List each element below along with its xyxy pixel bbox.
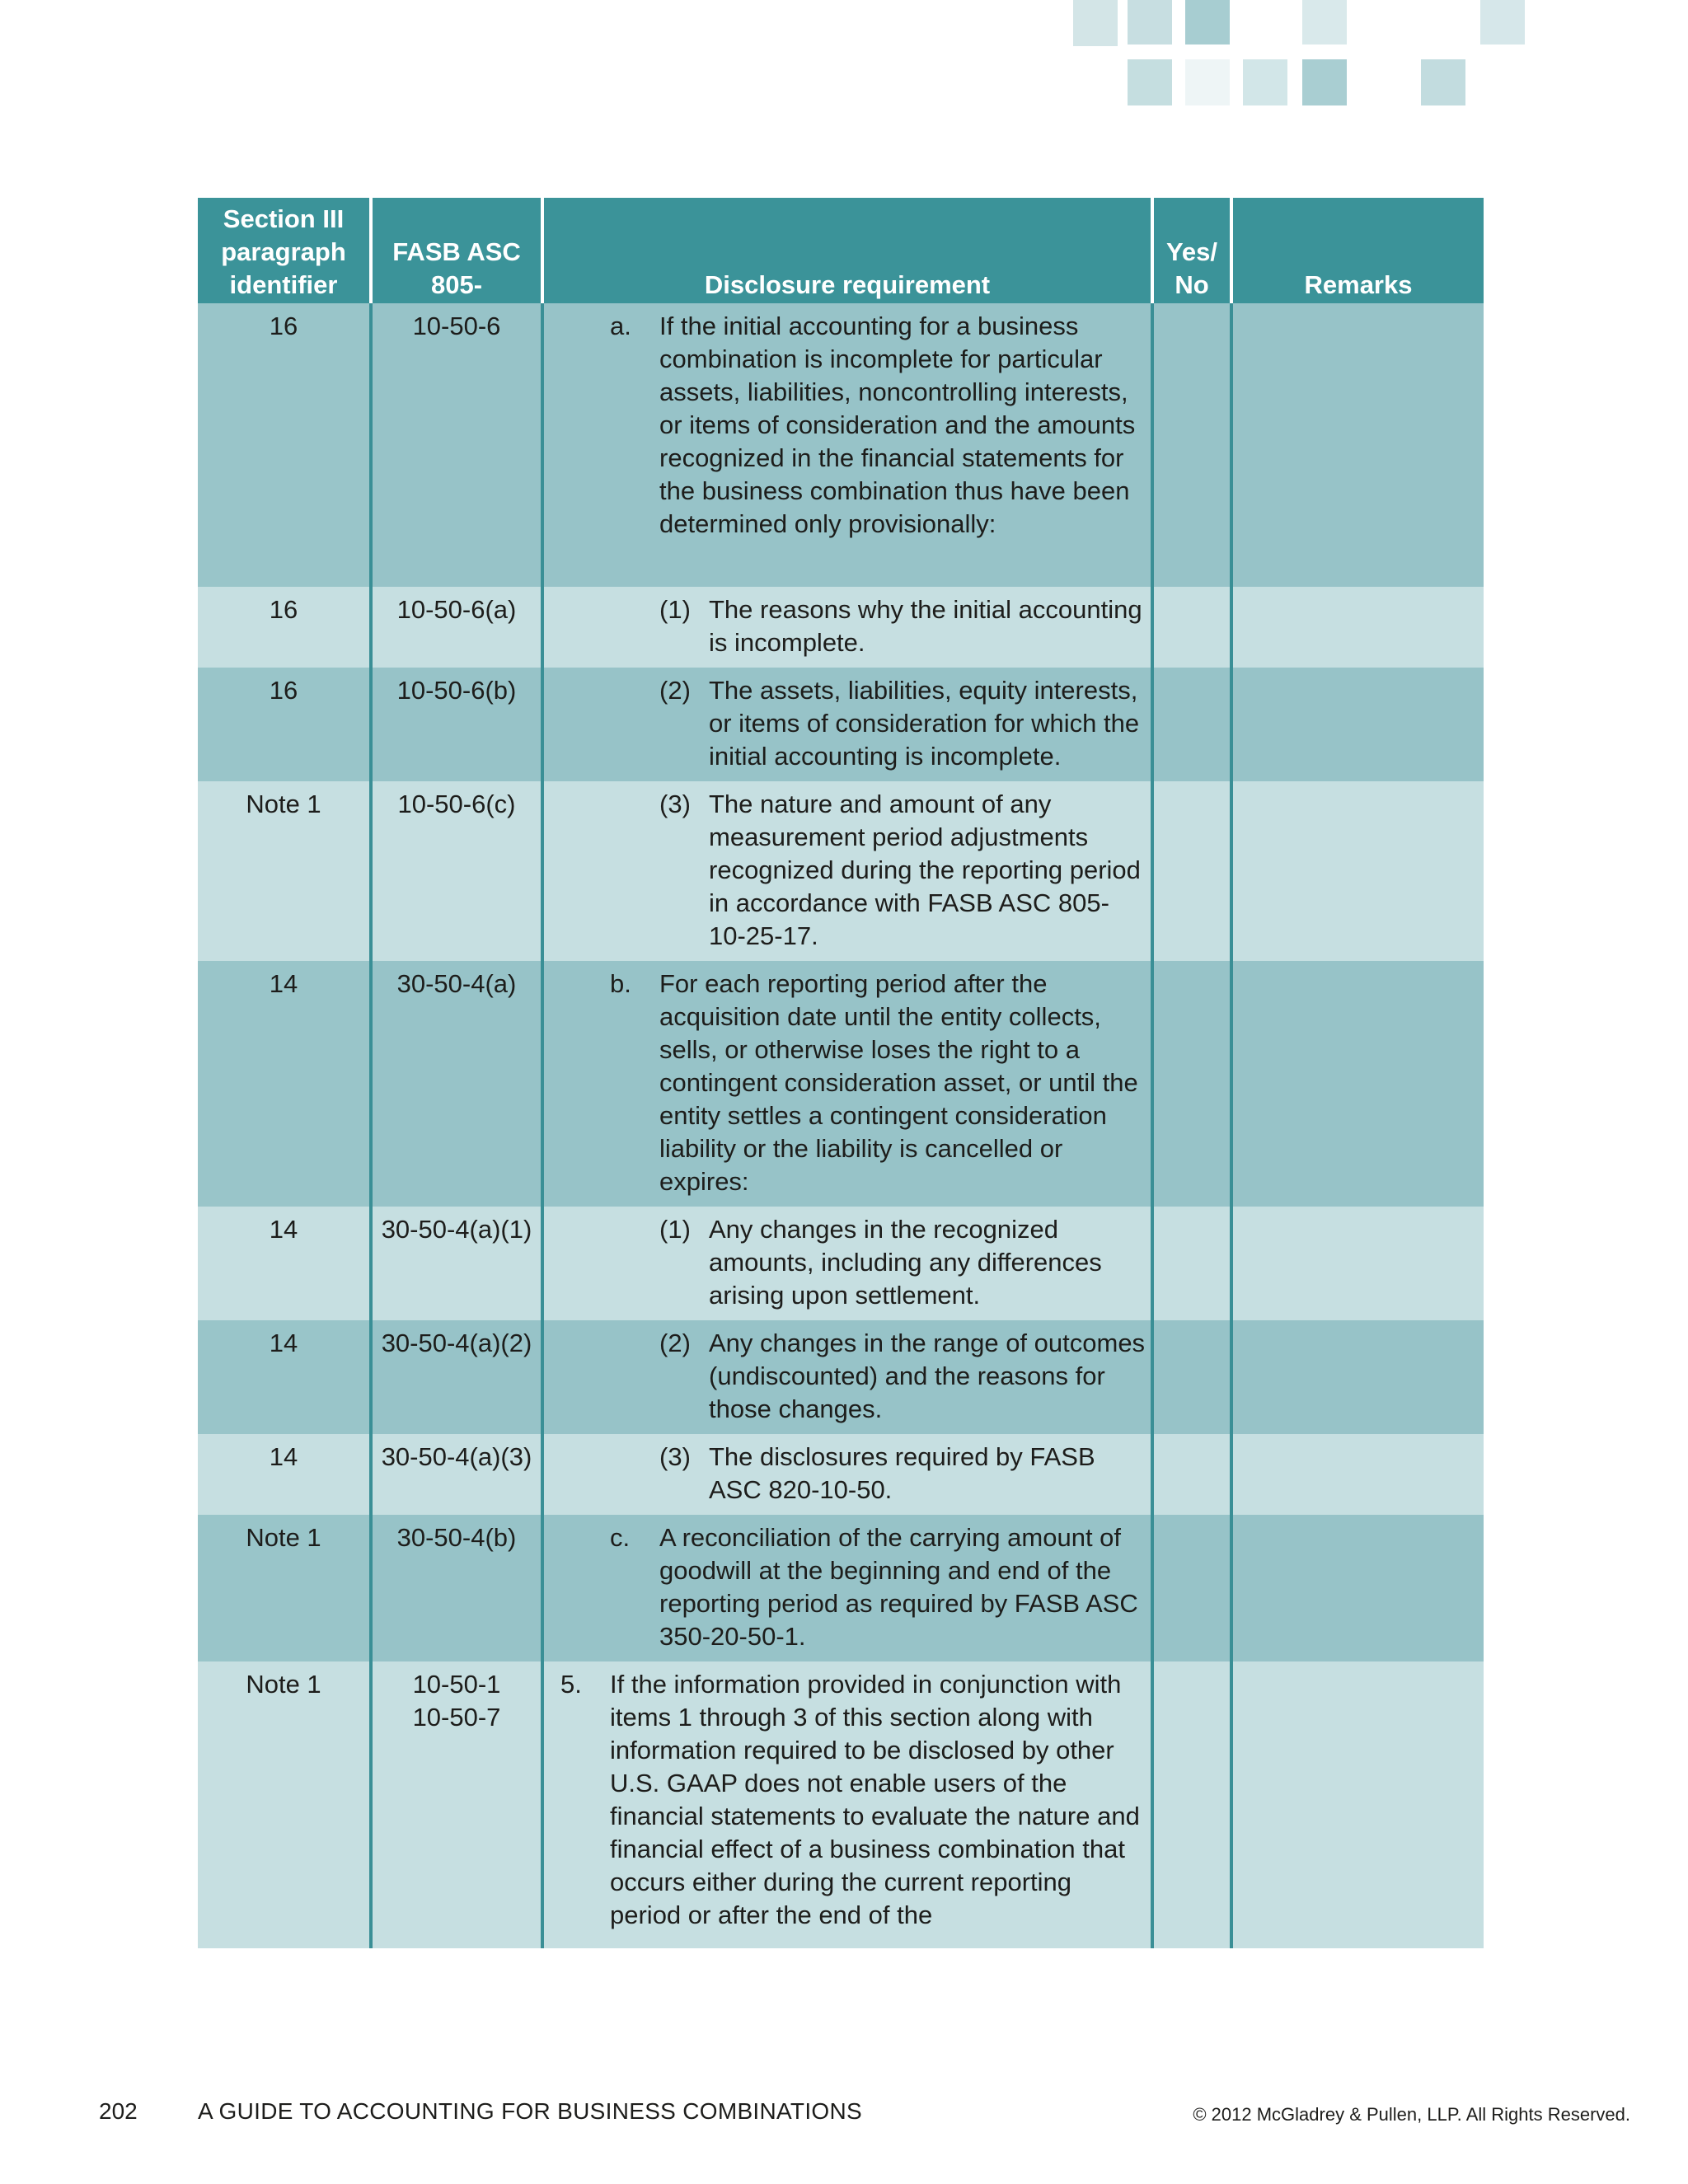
requirement-cell bbox=[542, 1661, 1152, 1948]
yes-no-cell[interactable] bbox=[1152, 587, 1231, 668]
section-cell: 14 bbox=[198, 1320, 371, 1434]
item-marker: a. bbox=[610, 312, 631, 340]
section-cell: 14 bbox=[198, 961, 371, 1207]
remarks-cell[interactable] bbox=[1231, 1661, 1484, 1948]
table-row bbox=[198, 1320, 1484, 1434]
section-cell: 14 bbox=[198, 1434, 371, 1515]
header-remarks: Remarks bbox=[1231, 198, 1484, 303]
requirement-text: The reasons why the initial accounting is incomplete. bbox=[709, 595, 1142, 657]
section-cell: Note 1 bbox=[198, 1515, 371, 1661]
fasb-cell: 10-50-1 10-50-7 bbox=[371, 1661, 542, 1948]
disclosure-table bbox=[198, 198, 1484, 1948]
requirement-text: The nature and amount of any measurement period adjustments recognized during the reporting period in accordance with FASB ASC 805-10-25-17. bbox=[709, 790, 1141, 950]
table-row bbox=[198, 303, 1484, 587]
requirement-text: Any changes in the range of outcomes (undiscounted) and the reasons for those changes. bbox=[709, 1329, 1146, 1423]
remarks-cell[interactable] bbox=[1231, 668, 1484, 781]
item-marker: (3) bbox=[659, 1442, 691, 1471]
table-row bbox=[198, 1515, 1484, 1661]
remarks-cell[interactable] bbox=[1231, 1515, 1484, 1661]
fasb-cell: 10-50-6(c) bbox=[371, 781, 542, 961]
yes-no-cell[interactable] bbox=[1152, 668, 1231, 781]
requirement-text: For each reporting period after the acquisition date until the entity collects, sells, or otherwise loses the right to a contingent consideration asset, or until the entity settles a contingent consideration liability or the liability is cancelled or expires: bbox=[659, 969, 1138, 1196]
fasb-cell: 10-50-6 bbox=[371, 303, 542, 587]
requirement-text: Any changes in the recognized amounts, including any differences arising upon settlement. bbox=[709, 1215, 1102, 1310]
requirement-cell bbox=[542, 1515, 1152, 1661]
remarks-cell[interactable] bbox=[1231, 1434, 1484, 1515]
requirement-cell bbox=[542, 303, 1152, 587]
remarks-cell[interactable] bbox=[1231, 1207, 1484, 1320]
item-marker: c. bbox=[610, 1523, 631, 1552]
requirement-cell bbox=[542, 1207, 1152, 1320]
yes-no-cell[interactable] bbox=[1152, 1434, 1231, 1515]
running-title: A GUIDE TO ACCOUNTING FOR BUSINESS COMBINATIONS bbox=[198, 2098, 862, 2124]
section-cell: 16 bbox=[198, 587, 371, 668]
header-yes-no: Yes/ No bbox=[1152, 198, 1231, 303]
table-row bbox=[198, 1661, 1484, 1948]
fasb-cell: 30-50-4(b) bbox=[371, 1515, 542, 1661]
yes-no-cell[interactable] bbox=[1152, 1320, 1231, 1434]
yes-no-cell[interactable] bbox=[1152, 1661, 1231, 1948]
requirement-text: The disclosures required by FASB ASC 820-10-50. bbox=[709, 1442, 1095, 1504]
table-header-row bbox=[198, 198, 1484, 303]
requirement-cell bbox=[542, 781, 1152, 961]
item-marker: (1) bbox=[659, 595, 691, 624]
requirement-cell bbox=[542, 587, 1152, 668]
header-disclosure-requirement: Disclosure requirement bbox=[542, 198, 1152, 303]
item-marker: b. bbox=[610, 969, 631, 998]
remarks-cell[interactable] bbox=[1231, 781, 1484, 961]
section-cell: Note 1 bbox=[198, 1661, 371, 1948]
requirement-cell bbox=[542, 668, 1152, 781]
table-row bbox=[198, 587, 1484, 668]
yes-no-cell[interactable] bbox=[1152, 781, 1231, 961]
item-marker: (1) bbox=[659, 1215, 691, 1244]
table-row bbox=[198, 668, 1484, 781]
fasb-cell: 30-50-4(a) bbox=[371, 961, 542, 1207]
remarks-cell[interactable] bbox=[1231, 961, 1484, 1207]
requirement-cell bbox=[542, 1320, 1152, 1434]
item-marker: 5. bbox=[560, 1670, 582, 1699]
remarks-cell[interactable] bbox=[1231, 587, 1484, 668]
table-row bbox=[198, 1207, 1484, 1320]
requirement-text: A reconciliation of the carrying amount of goodwill at the beginning and end of the reporting period as required by FASB ASC 350-20-50-1. bbox=[659, 1523, 1138, 1651]
fasb-cell: 10-50-6(b) bbox=[371, 668, 542, 781]
copyright-notice: © 2012 McGladrey & Pullen, LLP. All Rights Reserved. bbox=[1193, 2104, 1630, 2125]
table-row bbox=[198, 781, 1484, 961]
remarks-cell[interactable] bbox=[1231, 303, 1484, 587]
item-marker: (2) bbox=[659, 676, 691, 705]
requirement-text: If the initial accounting for a business combination is incomplete for particular assets, liabilities, noncontrolling interests, or items of consideration and the amounts recognized in the financial statements for the business combination thus have been determined only provisionally: bbox=[659, 312, 1136, 538]
requirement-cell bbox=[542, 1434, 1152, 1515]
section-cell: 14 bbox=[198, 1207, 371, 1320]
item-marker: (2) bbox=[659, 1329, 691, 1357]
yes-no-cell[interactable] bbox=[1152, 1207, 1231, 1320]
table-row bbox=[198, 961, 1484, 1207]
requirement-text: The assets, liabilities, equity interests, or items of consideration for which the initial accounting is incomplete. bbox=[709, 676, 1140, 771]
yes-no-cell[interactable] bbox=[1152, 1515, 1231, 1661]
fasb-cell: 30-50-4(a)(3) bbox=[371, 1434, 542, 1515]
fasb-cell: 30-50-4(a)(2) bbox=[371, 1320, 542, 1434]
header-section-identifier: Section III paragraph identifier bbox=[198, 198, 371, 303]
table-row bbox=[198, 1434, 1484, 1515]
requirement-text: If the information provided in conjunction with items 1 through 3 of this section along with information required to be disclosed by other U.S. GAAP does not enable users of the financial statements to evaluate the nature and financial effect of a business combination that occurs either during the current reporting period or after the end of the bbox=[610, 1670, 1140, 1929]
fasb-cell: 30-50-4(a)(1) bbox=[371, 1207, 542, 1320]
section-cell: Note 1 bbox=[198, 781, 371, 961]
item-marker: (3) bbox=[659, 790, 691, 818]
yes-no-cell[interactable] bbox=[1152, 303, 1231, 587]
remarks-cell[interactable] bbox=[1231, 1320, 1484, 1434]
section-cell: 16 bbox=[198, 303, 371, 587]
fasb-cell: 10-50-6(a) bbox=[371, 587, 542, 668]
yes-no-cell[interactable] bbox=[1152, 961, 1231, 1207]
page-number: 202 bbox=[99, 2098, 138, 2124]
section-cell: 16 bbox=[198, 668, 371, 781]
requirement-cell bbox=[542, 961, 1152, 1207]
header-fasb-asc: FASB ASC 805- bbox=[371, 198, 542, 303]
